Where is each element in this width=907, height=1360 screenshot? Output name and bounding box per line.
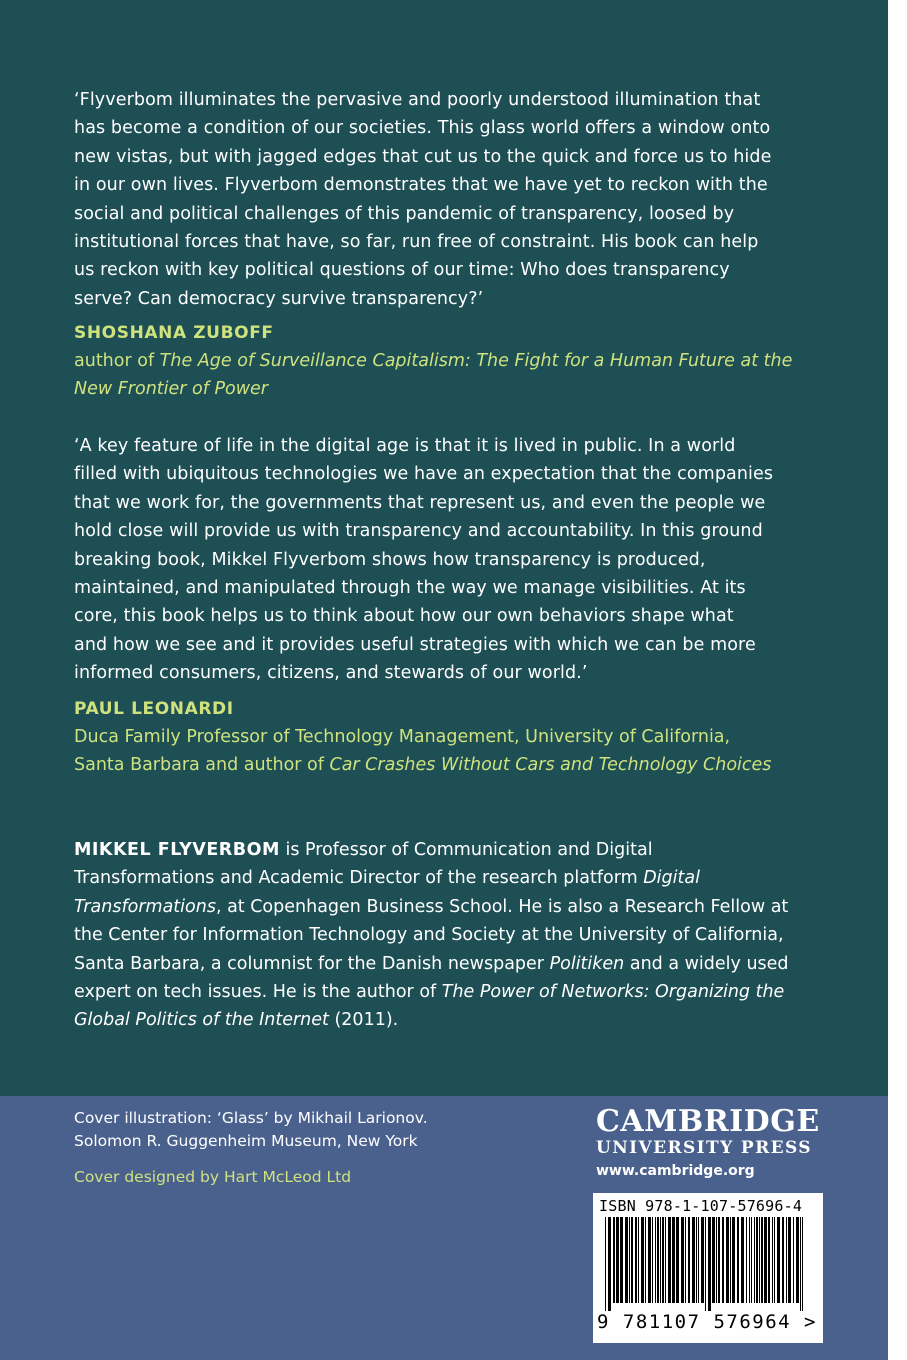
quote-line: us reckon with key political questions of our time: Who does transparency — [74, 260, 730, 281]
cover-credit: Cover illustration: ‘Glass’ by Mikhail Larionov. — [74, 1109, 428, 1127]
quote-line: has become a condition of our societies. This glass world offers a window onto — [74, 118, 771, 139]
page-edge — [888, 0, 907, 1360]
book-title: The Power of Networks: Organizing the Global Politics of the Internet — [74, 982, 785, 1031]
quote-line: ‘A key feature of life in the digital age is that it is lived in public. In a world — [74, 436, 736, 456]
quote-line: that we work for, the governments that represent us, and even the people we — [74, 492, 766, 513]
publisher-url: www.cambridge.org — [596, 1163, 755, 1179]
quote-line: filled with ubiquitous technologies we have an expectation that the companies — [74, 464, 774, 485]
quote-line: ‘Flyverbom illuminates the pervasive and poorly understood illumination that — [74, 90, 761, 110]
newspaper-name: Politiken — [549, 953, 625, 974]
quote-line: new vistas, but with jagged edges that cut us to the quick and force us to hide — [74, 146, 772, 167]
quote-line: hold close will provide us with transparency and accountability. In this ground — [74, 521, 763, 542]
quote-line: maintained, and manipulated through the way we manage visibilities. At its — [74, 578, 746, 599]
affiliation-prefix: author of — [74, 351, 160, 371]
quote-text — [74, 86, 798, 313]
quote-line: core, this book helps us to think about how our own behaviors shape what — [74, 606, 734, 627]
affiliation-prefix: Santa Barbara and author of — [74, 755, 330, 776]
bio-text: , at Copenhagen Business School. He is also a Research Fellow at the Center for Information Technology and Society at the University of California, Santa Barbara, a columnist for the Danish newspaper — [74, 896, 789, 974]
book-title: The Age of Surveillance Capitalism: The Fight for a Human Future at the New Frontier of Power — [74, 351, 793, 400]
design-credit: Cover designed by Hart McLeod Ltd — [74, 1168, 352, 1186]
publisher-name: CAMBRIDGE — [596, 1104, 820, 1139]
cover-credit: Solomon R. Guggenheim Museum, New York — [74, 1132, 418, 1150]
bio-text: (2011). — [328, 1010, 399, 1031]
quote-line: in our own lives. Flyverbom demonstrates that we have yet to reckon with the — [74, 175, 768, 196]
endorser-affiliation — [74, 347, 794, 404]
quote-line: informed consumers, citizens, and stewards of our world.’ — [74, 663, 588, 684]
endorser-name: PAUL LEONARDI — [74, 699, 234, 719]
ean-digits: 9 781107 576964 > — [597, 1311, 817, 1333]
endorser-name: SHOSHANA ZUBOFF — [74, 323, 274, 343]
isbn-barcode — [593, 1193, 823, 1343]
quote-line: breaking book, Mikkel Flyverbom shows how transparency is produced, — [74, 549, 706, 570]
endorser-affiliation — [74, 723, 794, 780]
barcode-icon — [605, 1217, 811, 1311]
quote-text — [74, 432, 798, 688]
author-name: MIKKEL FLYVERBOM — [74, 840, 280, 860]
book-title: Car Crashes Without Cars and Technology Choices — [329, 755, 772, 776]
isbn-label: ISBN 978-1-107-57696-4 — [599, 1197, 803, 1215]
bio-text: and a widely used expert on tech issues. He is the author of — [74, 953, 789, 1003]
publisher-logo — [596, 1104, 826, 1182]
affiliation-line: Duca Family Professor of Technology Management, University of California, — [74, 727, 731, 747]
author-bio — [74, 836, 798, 1035]
quote-line: serve? Can democracy survive transparency?’ — [74, 288, 484, 309]
bio-text: is Professor of Communication and Digital Transformations and Academic Director of the research platform — [74, 840, 653, 889]
quote-line: social and political challenges of this pandemic of transparency, loosed by — [74, 203, 735, 224]
platform-name: Digital Transformations — [74, 868, 700, 917]
quote-line: and how we see and it provides useful strategies with which we can be more — [74, 634, 756, 655]
quote-line: institutional forces that have, so far, run free of constraint. His book can help — [74, 232, 759, 253]
publisher-press: UNIVERSITY PRESS — [596, 1138, 812, 1158]
